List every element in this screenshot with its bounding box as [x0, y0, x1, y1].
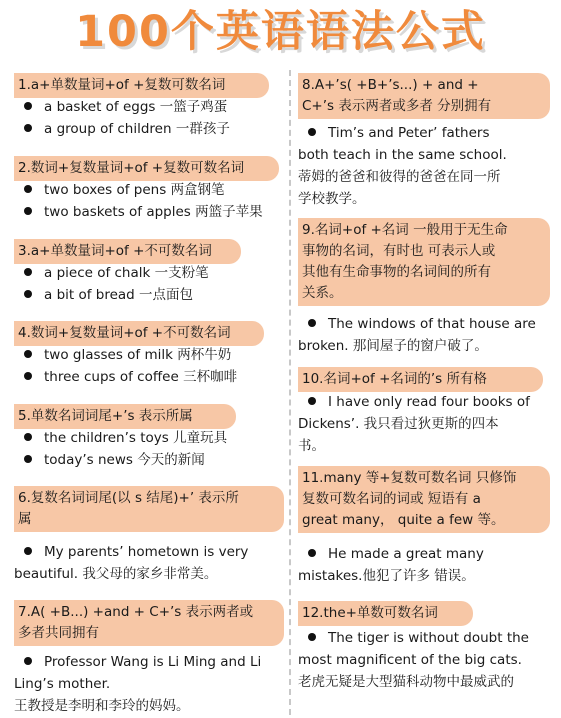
rule-1-example-1: a basket of eggs 一篮子鸡蛋 — [14, 96, 227, 118]
bullet-icon — [24, 268, 32, 276]
rule-4-example-1: two glasses of milk 两杯牛奶 — [14, 344, 231, 366]
rule-9-heading: 9.名词+of +名词 一般用于无生命 事物的名词，有时也 可表示人或 其他有生命事物的名词间的所有 关系。 — [298, 218, 550, 306]
rule-9-example: The windows of that house are broken. 那间屋子的窗户破了。 — [298, 316, 536, 354]
bullet-icon — [308, 128, 316, 136]
rule-5-example-1: the children’s toys 儿童玩具 — [14, 427, 227, 449]
rule-12-heading: 12.the+单数可数名词 — [298, 601, 473, 626]
rule-1-heading: 1.a+单数量词+of +复数可数名词 — [14, 73, 269, 98]
bullet-icon — [24, 124, 32, 132]
bullet-icon — [24, 207, 32, 215]
rule-10-heading: 10.名词+of +名词的’s 所有格 — [298, 367, 543, 392]
rule-11-example: He made a great many mistakes.他犯了许多 错误。 — [298, 546, 484, 584]
rule-2-heading: 2.数词+复数量词+of +复数可数名词 — [14, 156, 279, 181]
page-title: 100个英语语法公式 — [75, 7, 486, 57]
rule-4-example-2: three cups of coffee 三杯咖啡 — [14, 366, 237, 388]
bullet-icon — [24, 433, 32, 441]
rule-4-heading: 4.数词+复数量词+of +不可数名词 — [14, 321, 264, 346]
rule-5-heading: 5.单数名词词尾+’s 表示所属 — [14, 404, 236, 429]
bullet-icon — [24, 102, 32, 110]
bullet-icon — [24, 657, 32, 665]
bullet-icon — [24, 455, 32, 463]
rule-11-heading: 11.many 等+复数可数名词 只修饰 复数可数名词的词或 短语有 a great many， quite a few 等。 — [298, 466, 550, 533]
rule-2-example-2: two baskets of apples 两篮子苹果 — [14, 201, 263, 223]
column-divider — [289, 70, 291, 715]
rule-7-heading: 7.A( +B...) +and + C+’s 表示两者或 多者共同拥有 — [14, 600, 284, 646]
bullet-icon — [24, 185, 32, 193]
bullet-icon — [24, 372, 32, 380]
rule-3-heading: 3.a+单数量词+of +不可数名词 — [14, 239, 241, 264]
bullet-icon — [308, 319, 316, 327]
rule-7-example: Professor Wang is Li Ming and Li Ling’s mother. 王教授是李明和李玲的妈妈。 — [14, 654, 262, 714]
bullet-icon — [308, 633, 316, 641]
rule-6-example: My parents’ hometown is very beautiful. 我父母的家乡非常美。 — [14, 544, 249, 582]
bullet-icon — [24, 547, 32, 555]
rule-3-example-1: a piece of chalk 一支粉笔 — [14, 262, 209, 284]
rule-8-example: Tim’s and Peter’ fathers both teach in the same school. 蒂姆的爸爸和彼得的爸爸在同一所 学校教学。 — [298, 125, 507, 207]
bullet-icon — [308, 549, 316, 557]
rule-6-heading: 6.复数名词词尾(以 s 结尾)+’ 表示所 属 — [14, 486, 284, 532]
bullet-icon — [308, 397, 316, 405]
rule-10-example: I have only read four books of Dickens’. 我只看过狄更斯的四本 书。 — [298, 394, 530, 454]
bullet-icon — [24, 290, 32, 298]
rule-12-example: The tiger is without doubt the most magnificent of the big cats. 老虎无疑是大型猫科动物中最威武的 — [298, 630, 529, 690]
rule-8-heading: 8.A+’s( +B+’s...) + and + C+’s 表示两者或多者 分别拥有 — [298, 73, 550, 119]
rule-3-example-2: a bit of bread 一点面包 — [14, 284, 193, 306]
bullet-icon — [24, 350, 32, 358]
rule-1-example-2: a group of children 一群孩子 — [14, 118, 230, 140]
rule-5-example-2: today’s news 今天的新闻 — [14, 449, 205, 471]
rule-2-example-1: two boxes of pens 两盒钢笔 — [14, 179, 225, 201]
